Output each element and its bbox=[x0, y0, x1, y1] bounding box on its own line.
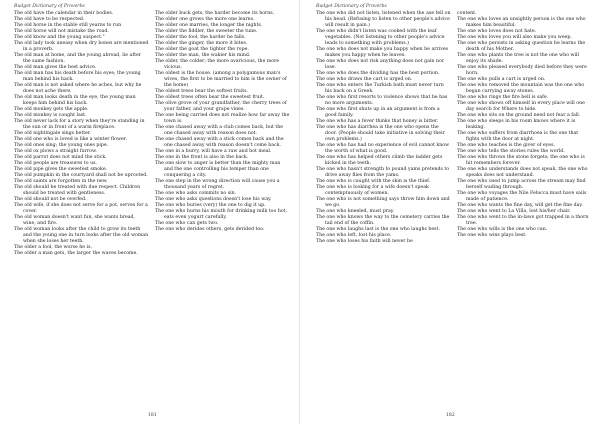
left-page-column-1 bbox=[14, 11, 149, 410]
proverb-entry: The older the ginger, the more it bites. bbox=[155, 41, 248, 46]
proverb-entry: The old have the calendar in their bodies. bbox=[14, 11, 114, 16]
proverb-entry: The older buck gets, the harder become its horns. bbox=[155, 11, 275, 16]
proverb-entry: The old one who is loved is like a winter flower. bbox=[14, 137, 127, 142]
proverb-entry: The old monkey is caught last. bbox=[14, 113, 87, 118]
proverb-entry: The one who enters the Turkish bath must never turn his back on a Greek. bbox=[316, 83, 444, 94]
proverb-entry: The old should be treated with due respect. Children should be treated with gentleness. bbox=[14, 185, 141, 196]
proverb-entry: The oldest is the house. (among a polygamous man's wives, the first to be married to him is the owner of the home) bbox=[155, 71, 287, 88]
proverb-entry: The old never lack for a story when they're standing in the sun or in front of a warm fireplace. bbox=[14, 119, 145, 130]
proverb-entry: The old ox plows a straight furrow. bbox=[14, 149, 97, 154]
proverb-entry: The one who rings the fire bell is safe. bbox=[457, 95, 549, 100]
proverb-entry: The one who asks commits no sin. bbox=[155, 191, 237, 196]
right-page-column-2 bbox=[457, 11, 592, 410]
proverb-entry: The one who understands does not speak, the one who speaks does not understand. bbox=[457, 167, 588, 178]
proverb-entry: The older a man gets, the larger the waves become. bbox=[14, 251, 138, 256]
page-gutter bbox=[299, 0, 300, 424]
proverb-entry: The one who buries (very) the one to dig it up. bbox=[155, 203, 266, 208]
proverb-entry: content. bbox=[457, 11, 477, 16]
right-page-columns bbox=[316, 11, 592, 410]
proverb-entry: The one who does not make you happy when he arrives makes you happy when he leaves. bbox=[316, 47, 449, 58]
proverb-entry: The old pipe gives the sweetest smoke. bbox=[14, 167, 108, 172]
proverb-entry: The oldest trees often bear the sweetest fruit. bbox=[155, 95, 265, 100]
proverb-entry: The one who didn't listen was cooked with the leaf vegetables. (Not listening to other people's advice leads to something with problems.) bbox=[316, 29, 445, 46]
proverb-entry: The one who derides others, gets derided too. bbox=[155, 227, 265, 232]
proverb-entry: The one in a hurry, will have a raw and hot meal. bbox=[155, 149, 272, 154]
page-number: 181 bbox=[148, 413, 157, 418]
proverb-entry: The one who first shuts up in an argument is from a good family. bbox=[316, 107, 440, 118]
proverb-entry: The older the fool, the harder he falls. bbox=[155, 35, 246, 40]
proverb-entry: The one who pulls a cart is urged on. bbox=[457, 77, 546, 82]
proverb-entry: The one who can gets two. bbox=[155, 221, 219, 226]
proverb-entry: The old man has his death before his eyes; the young man behind his back. bbox=[14, 71, 141, 82]
proverb-entry: The one who voyages the Nile Felucca must have sails made of patience. bbox=[457, 191, 587, 202]
proverb-entry: The older a fool, the worse he is. bbox=[14, 245, 92, 250]
proverb-entry: The old saints are forgotten in the new. bbox=[14, 179, 108, 184]
proverb-entry: The older the man, the wakier his mind. bbox=[155, 53, 251, 58]
proverb-entry: The old lady took uneasy when dry bones are mentioned in a proverb. bbox=[14, 41, 149, 52]
proverb-entry: The one who is looking for a wife doesn't speak contemptuously of women. bbox=[316, 185, 429, 196]
right-page-column-1 bbox=[316, 11, 451, 410]
proverb-entry: The one who draws the cart is urged on. bbox=[316, 77, 413, 82]
proverb-entry: The one who asks questions doesn't lose his way. bbox=[155, 197, 272, 202]
proverb-entry: The older the fiddler, the sweeter the tune. bbox=[155, 29, 258, 34]
proverb-entry: The one who went to the in-laws got trapped in a thorn tree. bbox=[457, 215, 589, 226]
proverb-entry: The olive grove of your grandfather, the cherry trees of your father, and your grape vines. bbox=[155, 101, 287, 112]
left-page-column-2 bbox=[155, 11, 290, 410]
proverb-entry: The one chased away with a stick comes back and the one chased away with reason doesn't come back. bbox=[155, 137, 284, 148]
proverb-entry: The one who is not something says throw him down and we go. bbox=[316, 197, 450, 208]
proverb-entry: The old man is not asked where he aches, but why he does not ache there. bbox=[14, 83, 142, 94]
proverb-entry: The one who does not risk anything does not gain nor lose. bbox=[316, 59, 445, 70]
proverb-entry: The one who wins plays best. bbox=[457, 233, 527, 238]
proverb-entry: The one who is caught with the skin is the thief. bbox=[316, 179, 431, 184]
page-number: 182 bbox=[446, 413, 455, 418]
proverb-entry: The one who loves you will also make you weep. bbox=[457, 35, 572, 40]
proverb-entry: The old parrot does not mind the stick. bbox=[14, 155, 107, 160]
proverb-entry: The oldest trees bear the softest fruits. bbox=[155, 89, 248, 94]
proverb-entry: The old ones sing; the young ones pipe. bbox=[14, 143, 109, 148]
proverb-entry: The one who throws the stone forgets; the one who is hit remembers forever. bbox=[457, 155, 585, 166]
proverb-entry: The one being carried does not realize how far away the town is. bbox=[155, 113, 290, 124]
proverb-entry: The one who knows the way to the cemetery carries the tail end of the coffin. bbox=[316, 215, 450, 226]
proverb-entry: The old pumpkin in the courtyard shall not be uprooted. bbox=[14, 173, 148, 178]
proverb-entry: The one who sits on the ground need not fear a fall. bbox=[457, 113, 581, 118]
proverb-entry: The one who loves an unsightly person is the one who makes him beautiful. bbox=[457, 17, 586, 28]
proverb-entry: The one slow to anger is better than the mighty man and the one controlling his temper than one conquering a city. bbox=[155, 161, 281, 178]
proverb-entry: The one who kneeled, must pray. bbox=[316, 209, 395, 214]
proverb-entry: The one who removed the mountain was the one who began carrying away stones. bbox=[457, 83, 585, 94]
proverb-entry: The old know and the young suspect." bbox=[14, 35, 105, 40]
proverb-entry: The one who has helped others climb the ladder gets kicked in the teeth. bbox=[316, 155, 443, 166]
left-page-columns bbox=[14, 11, 290, 410]
proverb-entry: The one who did not listen, listened when the axe fell on his head. (Refusing to listen to other people's advice will result in pain.) bbox=[316, 11, 451, 28]
proverb-entry: The old man looks death in the eye, the young man keeps him behind his back. bbox=[14, 95, 136, 106]
proverb-entry: The one who teaches is the giver of eyes. bbox=[457, 143, 555, 148]
proverb-entry: The older the goat the tighter the rope. bbox=[155, 47, 249, 52]
proverb-entry: The one chased away with a club comes back, but the one chased away with reason does not. bbox=[155, 125, 284, 136]
proverb-entry: The one who used to jump across the stream may find herself wading through. bbox=[457, 179, 586, 190]
proverb-entry: The one who hasn't strength to pound yams pretends to drive away flies from the yams. bbox=[316, 167, 450, 178]
proverb-entry: The one who went to La Villa, lost his/her chair. bbox=[457, 209, 571, 214]
proverb-entry: The older one grows the more one learns. bbox=[155, 17, 255, 22]
proverb-entry: The one who plants the tree is not the one who will enjoy its shade. bbox=[457, 53, 580, 64]
proverb-entry: The one who pleased everybody died before they were born. bbox=[457, 65, 587, 76]
proverb-entry: The old woman doesn't want fun, she wants bread, wine, and fire. bbox=[14, 215, 136, 226]
proverb-entry: The one in the front is also in the back. bbox=[155, 155, 249, 160]
proverb-entry: The one who wants the fine day, will get the fine day. bbox=[457, 203, 583, 208]
proverb-entry: The old should not be overfed. bbox=[14, 197, 87, 202]
proverb-entry: The old nightingale sings better. bbox=[14, 131, 92, 136]
running-header: Budget Dictionary of Proverbs bbox=[14, 4, 85, 9]
proverb-entry: The one who burns his mouth for drinking milk too hot, eats even yogurt carefully. bbox=[155, 209, 288, 220]
running-header: Budget Dictionary of Proverbs bbox=[316, 4, 387, 9]
proverb-entry: The one who has diarrhea is the one who opens the door. (People should take initiative in solving their own problems.) bbox=[316, 125, 445, 142]
proverb-entry: The old woman looks after the child to grow its teeth and the young one in turn looks after the old woman when she loses her teeth. bbox=[14, 227, 149, 244]
proverb-entry: The old horse will not mistake the road. bbox=[14, 29, 109, 34]
left-page bbox=[0, 0, 298, 424]
proverb-entry: The one step in the wrong direction will cause you a thousand years of regret. bbox=[155, 179, 280, 190]
proverb-entry: The old wife, if she does not serve for a pot, serves for a cover. bbox=[14, 203, 148, 214]
proverb-entry: The one who loves does not hate. bbox=[457, 29, 537, 34]
proverb-entry: The old man gives the best advice. bbox=[14, 65, 97, 70]
proverb-entry: The one who has a fever thinks that honey is bitter. bbox=[316, 119, 439, 124]
proverb-entry: The old horse in the stable still yearns to run bbox=[14, 23, 122, 28]
proverb-entry: The old have to be respected. bbox=[14, 17, 85, 22]
proverb-entry: The one who shows off himself in every place will one day search for Where to hide. bbox=[457, 101, 585, 112]
proverb-entry: The one who tells the stories rules the world. bbox=[457, 149, 565, 154]
proverb-entry: The older, the colder; the more avaricious, the more vicious. bbox=[155, 59, 280, 70]
proverb-entry: The one who has had no experience of evil cannot know the worth of what is good. bbox=[316, 143, 450, 154]
proverb-entry: The one who left, lost his place. bbox=[316, 233, 392, 238]
proverb-entry: The one who wills is the one who can. bbox=[457, 227, 548, 232]
proverb-entry: The one who first resorts to violence shows that he has no more arguments. bbox=[316, 95, 448, 106]
proverb-entry: The older one marries, the longer the nights. bbox=[155, 23, 263, 28]
proverb-entry: The one who laughs last is the one who laughs best. bbox=[316, 227, 440, 232]
proverb-entry: The one who does the dividing has the best portion. bbox=[316, 71, 440, 76]
proverb-entry: The one who sleeps in his room knows where it is leaking. bbox=[457, 119, 576, 130]
proverb-entry: The old man at home, and the young abroad, lie after the same fashion. bbox=[14, 53, 141, 64]
right-page bbox=[302, 0, 600, 424]
proverb-entry: The one who suffers from diarrhoea is the one that fights with the door at night. bbox=[457, 131, 579, 142]
proverb-entry: The one who persists in asking question he learns the death of his Mother. bbox=[457, 41, 586, 52]
proverb-entry: The old monkey gets the apple. bbox=[14, 107, 89, 112]
proverb-entry: The one who loses his faith will never be bbox=[316, 239, 413, 244]
proverb-entry: The old people are treasures to us. bbox=[14, 161, 98, 166]
